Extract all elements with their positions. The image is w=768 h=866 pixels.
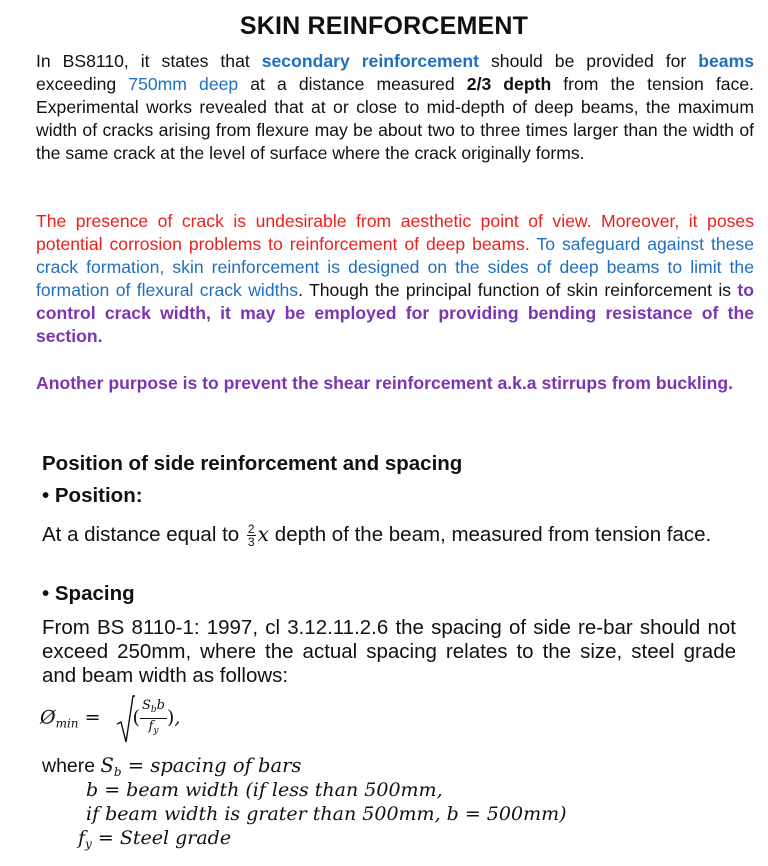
formula-close-paren: ) (166, 706, 175, 729)
beam-width-condition: if beam width is grater than 500mm, b = 500mm) (86, 803, 567, 825)
intro-text-c: should be provided for (479, 51, 699, 71)
fy-subscript: y (85, 837, 92, 851)
where-word: where (42, 755, 101, 777)
page-title: SKIN REINFORCEMENT (239, 12, 529, 40)
denominator-sub: y (153, 726, 159, 736)
crack-paragraph (36, 210, 754, 348)
fy-definition: = Steel grade (91, 827, 232, 849)
fraction-numerator: 2 (247, 522, 255, 537)
formula-equals: = (78, 706, 107, 729)
intro-paragraph (36, 50, 754, 165)
crack-plain-text: . Though the principal function of skin reinforcement is (298, 280, 738, 300)
section-heading: Position of side reinforcement and spacing (42, 452, 463, 475)
intro-text-g: at a distance measured (238, 74, 467, 94)
intro-text-a: In BS8110, it states that (36, 51, 262, 71)
numerator-sub: b (150, 705, 157, 715)
formula-fraction (140, 698, 167, 739)
sb-symbol: S (100, 754, 114, 777)
formula-comma: , (174, 706, 181, 729)
formula-open-paren: ( (132, 706, 140, 729)
beams-term: beams (698, 51, 754, 71)
denominator-f: f (148, 719, 154, 734)
depth-threshold: 750mm deep (128, 74, 239, 94)
beam-width-definition: b = beam width (if less than 500mm, (86, 779, 443, 801)
numerator-b: b (156, 698, 165, 713)
sb-subscript: b (113, 765, 122, 779)
two-thirds-depth: 2/3 depth (466, 74, 552, 94)
numerator-s: S (141, 698, 151, 713)
crack-control-text: to control crack width, it may be employed for providing bending resistance of the section. (36, 280, 754, 346)
formula-lhs-sub: min (55, 716, 79, 731)
position-text (42, 520, 742, 549)
position-bullet: • Position: (42, 484, 143, 507)
purpose-paragraph: Another purpose is to prevent the shear reinforcement a.k.a stirrups from buckling. (36, 373, 734, 393)
square-root (115, 698, 175, 739)
spacing-text: From BS 8110-1: 1997, cl 3.12.11.2.6 the spacing of side re-bar should not exceed 250mm, where the actual spacing relates to the size, steel grade and beam width as follows: (42, 616, 736, 687)
spacing-bullet: • Spacing (42, 582, 135, 605)
sb-definition: = spacing of bars (121, 754, 302, 777)
two-thirds-fraction (247, 523, 256, 548)
steel-grade-definition (78, 826, 231, 856)
formula-denominator (140, 719, 167, 739)
position-text-a: At a distance equal to (42, 523, 245, 546)
safeguard-text: To safeguard against these crack formation, skin reinforcement is designed on the sides of deep beams to limit the formation of flexural crack widths (36, 234, 754, 300)
fy-symbol: f (78, 827, 86, 849)
min-diameter-formula (40, 698, 180, 739)
intro-text-e: exceeding (36, 74, 129, 94)
intro-text-i: from the tension face. Experimental works revealed that at or close to mid-depth of deep beams, the maximum width of cracks arising from flexure may be about two to three times larger than the width of the same crack at the level of surface where the crack originally forms. (36, 74, 755, 163)
formula-lhs: Ø (40, 706, 56, 729)
position-text-b: depth of the beam, measured from tension face. (269, 523, 712, 546)
radical-sign-icon (115, 694, 135, 746)
fraction-denominator: 3 (247, 535, 255, 550)
crack-warning-text: The presence of crack is undesirable from aesthetic point of view. Moreover, it poses potential corrosion problems to reinforcement of deep beams. (36, 211, 754, 254)
formula-numerator (140, 698, 167, 719)
secondary-reinforcement-term: secondary reinforcement (261, 51, 480, 71)
depth-variable: x (257, 522, 270, 546)
